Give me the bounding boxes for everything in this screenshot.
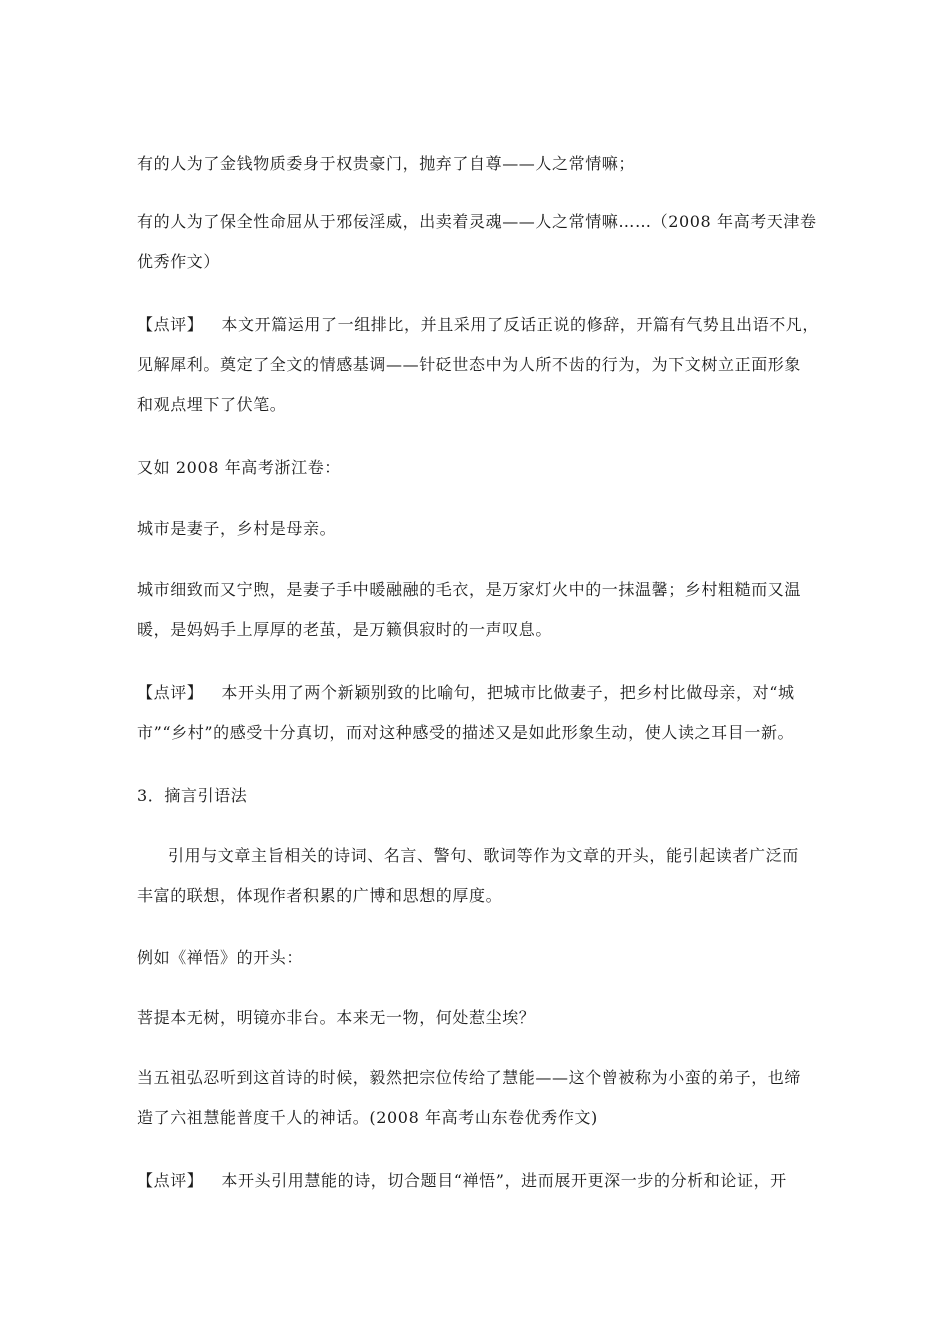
paragraph-line: 引用与文章主旨相关的诗词、名言、警句、歌词等作为文章的开头，能引起读者广泛而 bbox=[168, 846, 799, 865]
comment-paragraph-line bbox=[137, 683, 795, 703]
paragraph-line: 又如 2008 年高考浙江卷： bbox=[137, 458, 341, 477]
comment-tag: 【点评】 bbox=[137, 1171, 204, 1190]
section-heading: 3．摘言引语法 bbox=[137, 786, 248, 805]
paragraph-line: 和观点埋下了伏笔。 bbox=[137, 395, 287, 414]
paragraph-line: 造了六祖慧能普度千人的神话。(2008 年高考山东卷优秀作文) bbox=[137, 1108, 598, 1127]
comment-paragraph-line bbox=[137, 1171, 787, 1191]
comment-paragraph-line bbox=[137, 315, 819, 335]
paragraph-line: 优秀作文） bbox=[137, 252, 221, 271]
quote-line: 菩提本无树，明镜亦非台。本来无一物，何处惹尘埃？ bbox=[137, 1008, 536, 1027]
paragraph-line: 暖，是妈妈手上厚厚的老茧，是万籁俱寂时的一声叹息。 bbox=[137, 620, 553, 639]
paragraph-line: 有的人为了保全性命屈从于邪佞淫威，出卖着灵魂——人之常情嘛……（2008 年高考天津卷 bbox=[137, 212, 817, 231]
comment-tag: 【点评】 bbox=[137, 683, 204, 702]
paragraph-line: 见解犀利。奠定了全文的情感基调——针砭世态中为人所不齿的行为，为下文树立正面形象 bbox=[137, 355, 802, 374]
comment-text: 本开头用了两个新颖别致的比喻句，把城市比做妻子，把乡村比做母亲，对“城 bbox=[221, 683, 795, 702]
paragraph-line: 例如《禅悟》的开头： bbox=[137, 948, 304, 967]
comment-tag: 【点评】 bbox=[137, 315, 204, 334]
paragraph-line: 当五祖弘忍听到这首诗的时候，毅然把宗位传给了慧能——这个曾被称为小蛮的弟子，也缔 bbox=[137, 1068, 802, 1087]
comment-text: 本文开篇运用了一组排比，并且采用了反话正说的修辞，开篇有气势且出语不凡， bbox=[221, 315, 820, 334]
comment-text: 本开头引用慧能的诗，切合题目“禅悟”，进而展开更深一步的分析和论证，开 bbox=[221, 1171, 787, 1190]
paragraph-line: 市”“乡村”的感受十分真切，而对这种感受的描述又是如此形象生动，使人读之耳目一新。 bbox=[137, 723, 795, 742]
paragraph-line: 城市是妻子，乡村是母亲。 bbox=[137, 519, 337, 538]
paragraph-line: 有的人为了金钱物质委身于权贵豪门，抛弃了自尊——人之常情嘛； bbox=[137, 154, 636, 173]
paragraph-line: 丰富的联想，体现作者积累的广博和思想的厚度。 bbox=[137, 886, 503, 905]
paragraph-line: 城市细致而又宁煦，是妻子手中暖融融的毛衣，是万家灯火中的一抹温馨；乡村粗糙而又温 bbox=[137, 580, 802, 599]
